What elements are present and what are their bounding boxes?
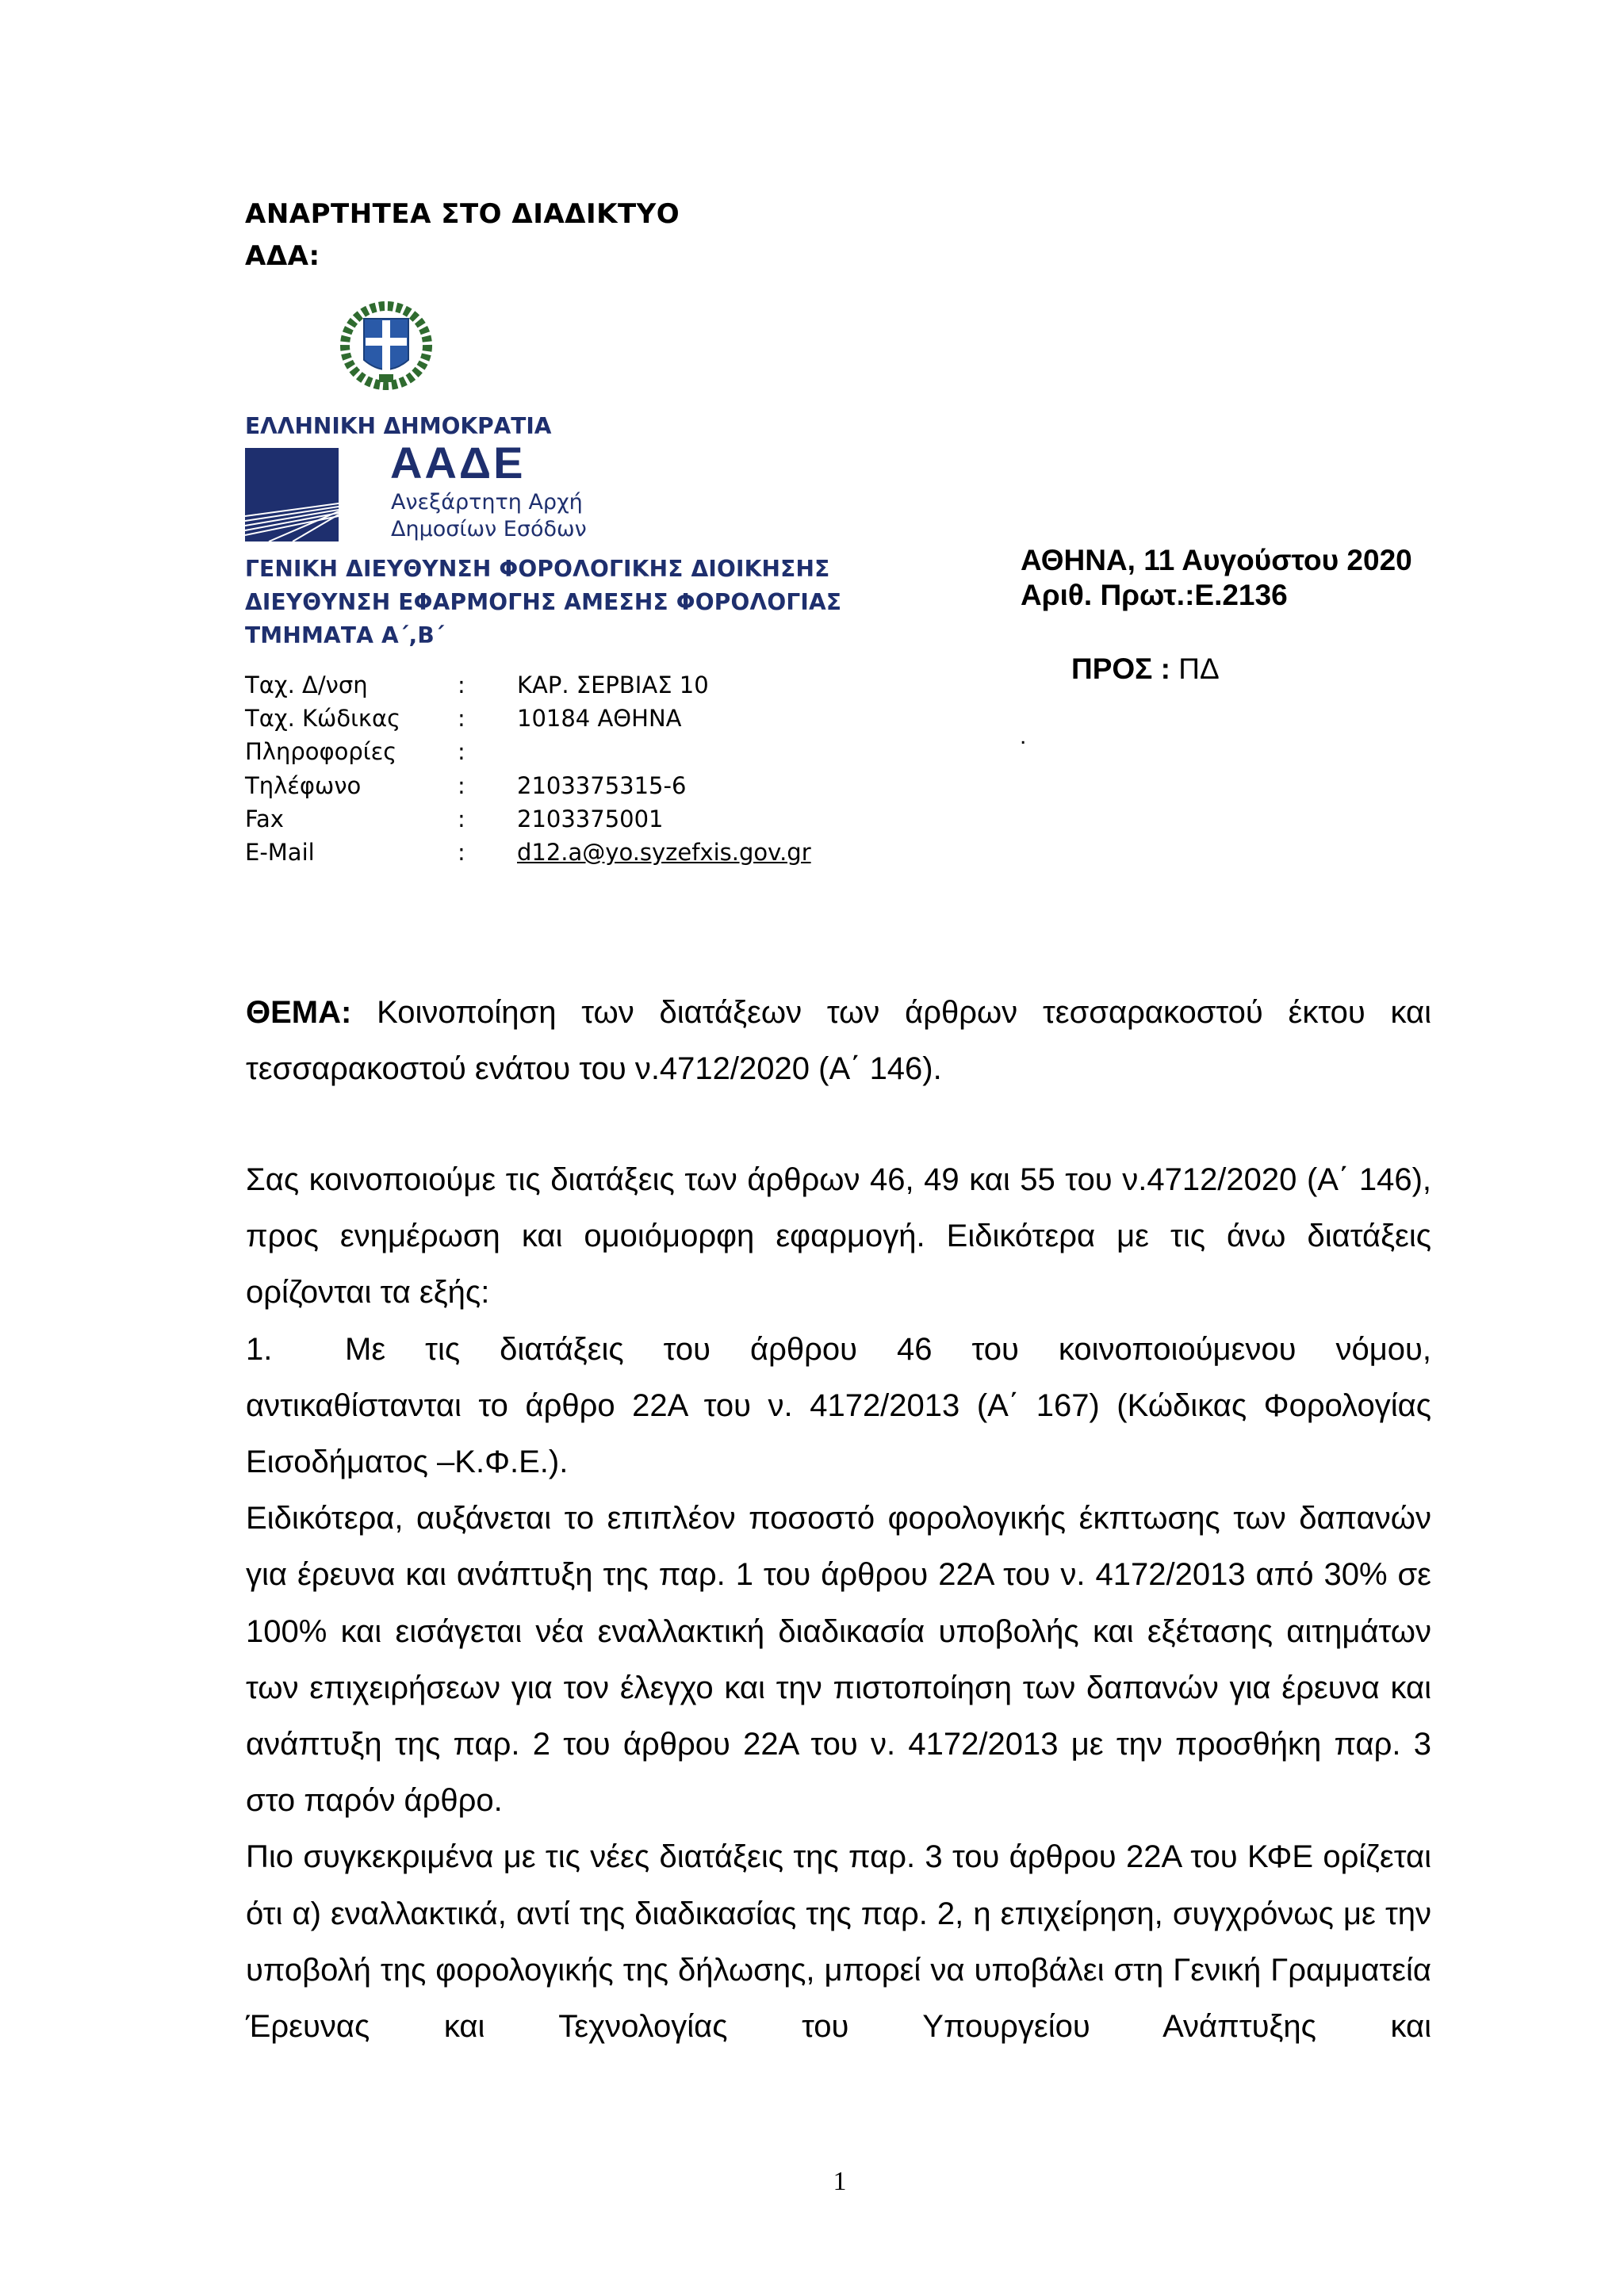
contact-row [245,769,811,802]
contact-row [245,702,811,735]
item-1-head-text: Με τις διατάξεις του άρθρου 46 του κοινοποιούμενου νόμου, [345,1331,1431,1367]
greek-emblem-icon [336,297,436,392]
contact-row [245,836,811,869]
contact-separator: : [458,805,465,832]
contact-separator: : [458,839,465,867]
body-content [246,1152,1431,2055]
contact-label: Πληροφορίες [245,738,397,766]
paragraph-2: Ειδικότερα, αυξάνεται το επιπλέον ποσοστό φορολογικής έκπτωσης των δαπανών για έρευνα και ανάπτυξη της παρ. 1 του άρθρου 22Α του ν. 4172/2013 από 30% σε 100% και εισάγεται νέα εναλλακτική διαδικασία υποβολής και εξέτασης αιτημάτων των επιχειρήσεων για τον έλεγχο και την πιστοποίηση των δαπανών για έρευνα και ανάπτυξη της παρ. 2 του άρθρου 22Α του ν. 4172/2013 με την προσθήκη παρ. 3 στο παρόν άρθρο. [246,1501,1431,1819]
date-line: ΑΘΗΝΑ, 11 Αυγούστου 2020 [1021,544,1412,576]
email-value [517,839,811,866]
contact-label: Ταχ. Δ/νση [245,672,368,699]
republic-title: ΕΛΛΗΝΙΚΗ ΔΗΜΟΚΡΑΤΙΑ [245,413,552,439]
contact-separator: : [458,771,465,799]
email-link[interactable]: d12.a@yo.syzefxis.gov.gr [517,839,811,867]
aade-subtitle-2: Δημοσίων Εσόδων [391,517,587,541]
aade-name: ΑΑΔΕ [390,438,526,488]
item-1-number: 1. [246,1331,273,1367]
contact-separator: : [458,672,465,699]
contact-separator: : [458,705,465,733]
subject-text: Κοινοποίηση των διατάξεων των άρθρων τεσσαρακοστού έκτου και τεσσαρακοστού ενάτου του ν.4712/2020 (Α΄ 146). [246,995,1432,1087]
contact-label: E-Mail [245,839,315,867]
contact-row [245,668,811,702]
dot-mark: . [1020,723,1027,749]
subject [246,985,1431,1097]
org-line-departments: ΤΜΗΜΑΤΑ Α΄,Β΄ [245,622,445,649]
ada-label: ΑΔΑ: [245,240,320,272]
contact-value: 2103375315-6 [517,771,687,799]
protocol-number: Αριθ. Πρωτ.:Ε.2136 [1021,579,1288,611]
org-line-general-directorate: ΓΕΝΙΚΗ ΔΙΕΥΘΥΝΣΗ ΦΟΡΟΛΟΓΙΚΗΣ ΔΙΟΙΚΗΣΗΣ [245,556,830,582]
contact-value: ΚΑΡ. ΣΕΡΒΙΑΣ 10 [517,672,709,699]
item-1-head [246,1322,1431,1378]
contact-value: 10184 ΑΘΗΝΑ [517,705,682,733]
recipient-value: ΠΔ [1178,652,1220,685]
contact-row [245,735,811,768]
contact-label: Τηλέφωνο [245,771,362,799]
posting-note: ΑΝΑΡΤΗΤΕΑ ΣΤΟ ΔΙΑΔΙΚΤΥΟ [245,198,680,230]
page-number: 1 [833,2167,847,2196]
aade-logo-icon [245,448,339,541]
contact-label: Fax [245,805,284,832]
contact-row [245,802,811,836]
aade-subtitle-1: Ανεξάρτητη Αρχή [391,490,583,515]
paragraph-3: Πιο συγκεκριμένα με τις νέες διατάξεις της παρ. 3 του άρθρου 22Α του ΚΦΕ ορίζεται ότι α) εναλλακτικά, αντί της διαδικασίας της παρ. 2, η επιχείρηση, συγχρόνως με την υποβολή της φορολογικής της δήλωσης, μπορεί να υποβάλει στη Γενική Γραμματεία Έρευνας και Τεχνολογίας του Υπουργείου Ανάπτυξης και [246,1839,1431,2045]
contact-value: 2103375001 [517,805,664,832]
contact-info [245,668,811,869]
contact-label: Ταχ. Κώδικας [245,705,401,733]
org-line-directorate: ΔΙΕΥΘΥΝΣΗ ΕΦΑΡΜΟΓΗΣ ΑΜΕΣΗΣ ΦΟΡΟΛΟΓΙΑΣ [245,589,842,615]
subject-label: ΘΕΜΑ: [246,995,352,1030]
intro-paragraph: Σας κοινοποιούμε τις διατάξεις των άρθρων 46, 49 και 55 του ν.4712/2020 (Α΄ 146), προς ενημέρωση και ομοιόμορφη εφαρμογή. Ειδικότερα με τις άνω διατάξεις ορίζονται τα εξής: [246,1162,1431,1311]
contact-separator: : [458,738,465,766]
recipient-label: ΠΡΟΣ : [1071,652,1170,685]
item-1-rest: αντικαθίστανται το άρθρο 22Α του ν. 4172/2013 (Α΄ 167) (Κώδικας Φορολογίας Εισοδήματος –Κ.Φ.Ε.). [246,1387,1431,1480]
recipient [1071,652,1220,686]
